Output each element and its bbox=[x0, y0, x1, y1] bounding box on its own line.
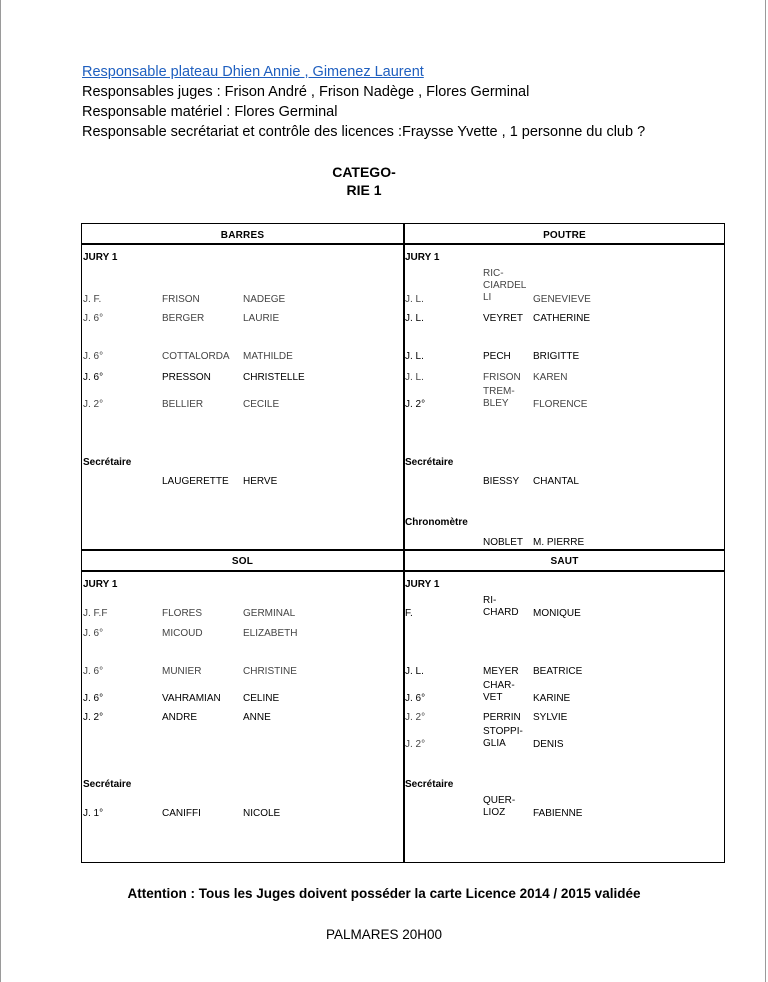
judge-prenom: CATHERINE bbox=[533, 313, 591, 324]
judge-prenom: MATHILDE bbox=[243, 351, 293, 362]
judge-nom-part: CHARD bbox=[483, 607, 519, 618]
judge-nom-part: GLIA bbox=[483, 738, 506, 749]
judge-nom bbox=[483, 726, 523, 750]
category-title-line1: CATEGO- bbox=[332, 164, 396, 180]
saut-secretaire-label: Secrétaire bbox=[405, 779, 454, 790]
saut-jury-label: JURY 1 bbox=[405, 579, 440, 590]
judge-prenom: BRIGITTE bbox=[533, 351, 580, 362]
sol-secretaire-label: Secrétaire bbox=[83, 779, 132, 790]
secretaire-nom-part: LIOZ bbox=[483, 807, 506, 818]
chronometre-nom: NOBLET bbox=[483, 537, 524, 548]
judge-nom: BELLIER bbox=[162, 399, 204, 410]
judge-nom bbox=[483, 313, 523, 325]
judge-nom-part: VEYRET bbox=[483, 313, 524, 324]
category-title-line2: RIE 1 bbox=[346, 182, 382, 198]
judge-nom-part: LI bbox=[483, 292, 492, 303]
judge-nom-part: BLEY bbox=[483, 398, 509, 409]
judge-prenom: DENIS bbox=[533, 739, 564, 750]
judge-nom: FLORES bbox=[162, 608, 203, 619]
judge-nom bbox=[483, 351, 511, 363]
judge-nom-part: TREM- bbox=[483, 386, 515, 397]
judge-nom: COTTALORDA bbox=[162, 351, 230, 362]
jury-table bbox=[81, 223, 725, 863]
judge-role: J. 2° bbox=[405, 739, 426, 750]
judge-prenom: CHRISTELLE bbox=[243, 372, 305, 383]
table-divider-middle bbox=[82, 549, 724, 551]
judge-nom: VAHRAMIAN bbox=[162, 693, 221, 704]
judge-nom-part: STOPPI- bbox=[483, 726, 523, 737]
judge-nom bbox=[483, 680, 515, 704]
secretaire-prenom: NICOLE bbox=[243, 808, 281, 819]
poutre-secretaire-label: Secrétaire bbox=[405, 457, 454, 468]
palmares-time: PALMARES 20H00 bbox=[325, 927, 443, 942]
judge-nom: FRISON bbox=[162, 294, 200, 305]
sol-panel bbox=[82, 571, 403, 861]
judge-prenom: ELIZABETH bbox=[243, 628, 298, 639]
saut-panel bbox=[404, 571, 725, 861]
judge-nom-part: VET bbox=[483, 692, 503, 703]
barres-header: BARRES bbox=[220, 230, 265, 241]
secretaire-role: J. 1° bbox=[83, 808, 104, 819]
judge-role: J. 6° bbox=[405, 693, 426, 704]
judge-role: J. 6° bbox=[83, 351, 104, 362]
chronometre-prenom: M. PIERRE bbox=[533, 537, 585, 548]
judge-prenom: NADEGE bbox=[243, 294, 286, 305]
judge-prenom: CELINE bbox=[243, 693, 280, 704]
judge-nom bbox=[483, 386, 515, 410]
judge-nom-part: MEYER bbox=[483, 666, 519, 677]
judge-nom-part: PECH bbox=[483, 351, 511, 362]
barres-jury-label: JURY 1 bbox=[83, 252, 118, 263]
saut-header: SAUT bbox=[550, 556, 579, 567]
judge-nom-part: FRISON bbox=[483, 372, 521, 383]
judge-role: J. 6° bbox=[83, 666, 104, 677]
judge-role: J. 2° bbox=[83, 712, 104, 723]
judge-role: J. L. bbox=[405, 372, 424, 383]
judge-prenom: MONIQUE bbox=[533, 608, 581, 619]
judge-role: J. 2° bbox=[83, 399, 104, 410]
secretaire-prenom: CHANTAL bbox=[533, 476, 579, 487]
judge-nom-part: CHAR- bbox=[483, 680, 515, 691]
barres-secretaire-label: Secrétaire bbox=[83, 457, 132, 468]
judge-role: J. F.F bbox=[83, 608, 108, 619]
secretaire-nom bbox=[483, 795, 515, 819]
judge-nom: BERGER bbox=[162, 313, 205, 324]
judge-prenom: LAURIE bbox=[243, 313, 280, 324]
sol-header: SOL bbox=[231, 556, 254, 567]
judge-nom-part: RI- bbox=[483, 595, 497, 606]
sol-jury-label: JURY 1 bbox=[83, 579, 118, 590]
judge-prenom: BEATRICE bbox=[533, 666, 583, 677]
secretaire-nom-part: QUER- bbox=[483, 795, 516, 806]
judge-nom: ANDRE bbox=[162, 712, 198, 723]
judge-role: J. F. bbox=[83, 294, 102, 305]
judge-nom-part: PERRIN bbox=[483, 712, 521, 723]
judge-prenom: KAREN bbox=[533, 372, 568, 383]
secretaire-nom: LAUGERETTE bbox=[162, 476, 229, 487]
poutre-jury-label: JURY 1 bbox=[405, 252, 440, 263]
judge-prenom: GENEVIEVE bbox=[533, 294, 591, 305]
judge-role: J. L. bbox=[405, 294, 424, 305]
judge-role: J. 6° bbox=[83, 372, 104, 383]
secretaire-nom: BIESSY bbox=[483, 476, 520, 487]
judge-role: J. L. bbox=[405, 666, 424, 677]
judge-prenom: SYLVIE bbox=[533, 712, 568, 723]
judge-role: J. 6° bbox=[83, 628, 104, 639]
judge-nom bbox=[483, 666, 519, 678]
poutre-panel bbox=[404, 244, 725, 549]
category-title bbox=[318, 163, 410, 199]
judge-prenom: FLORENCE bbox=[533, 399, 588, 410]
responsable-secretariat-line: Responsable secrétariat et contrôle des licences :Fraysse Yvette , 1 personne du club ? bbox=[82, 124, 646, 140]
poutre-header: POUTRE bbox=[543, 230, 586, 241]
judge-role: J. 6° bbox=[83, 693, 104, 704]
judge-role: J. 2° bbox=[405, 399, 426, 410]
judge-prenom: GERMINAL bbox=[243, 608, 296, 619]
page-border-left bbox=[0, 0, 1, 982]
responsables-juges-line: Responsables juges : Frison André , Frison Nadège , Flores Germinal bbox=[82, 84, 530, 100]
secretaire-nom: CANIFFI bbox=[162, 808, 201, 819]
judge-nom: PRESSON bbox=[162, 372, 211, 383]
secretaire-prenom: FABIENNE bbox=[533, 808, 583, 819]
judge-nom bbox=[483, 268, 526, 304]
judge-role: J. L. bbox=[405, 313, 424, 324]
page-border-right bbox=[765, 0, 766, 982]
judge-nom-part: RIC- bbox=[483, 268, 504, 279]
judge-nom: MUNIER bbox=[162, 666, 202, 677]
judge-prenom: KARINE bbox=[533, 693, 571, 704]
judge-prenom: CHRISTINE bbox=[243, 666, 297, 677]
header-block bbox=[82, 62, 645, 142]
judge-prenom: CECILE bbox=[243, 399, 280, 410]
attention-notice: Attention : Tous les Juges doivent posséder la carte Licence 2014 / 2015 validée bbox=[127, 886, 641, 901]
barres-panel bbox=[82, 244, 403, 549]
judge-nom bbox=[483, 712, 521, 724]
judge-prenom: ANNE bbox=[243, 712, 271, 723]
judge-role: J. 2° bbox=[405, 712, 426, 723]
judge-role: J. L. bbox=[405, 351, 424, 362]
secretaire-prenom: HERVE bbox=[243, 476, 278, 487]
poutre-chronometre-label: Chronomètre bbox=[405, 517, 468, 528]
judge-nom: MICOUD bbox=[162, 628, 203, 639]
responsable-materiel-line: Responsable matériel : Flores Germinal bbox=[82, 104, 338, 120]
judge-role: J. 6° bbox=[83, 313, 104, 324]
judge-nom bbox=[483, 595, 519, 619]
judge-nom bbox=[483, 372, 521, 384]
judge-nom-part: CIARDEL bbox=[483, 280, 527, 291]
responsable-plateau-link[interactable]: Responsable plateau Dhien Annie , Gimenez Laurent bbox=[82, 64, 424, 80]
judge-role: F. bbox=[405, 608, 413, 619]
